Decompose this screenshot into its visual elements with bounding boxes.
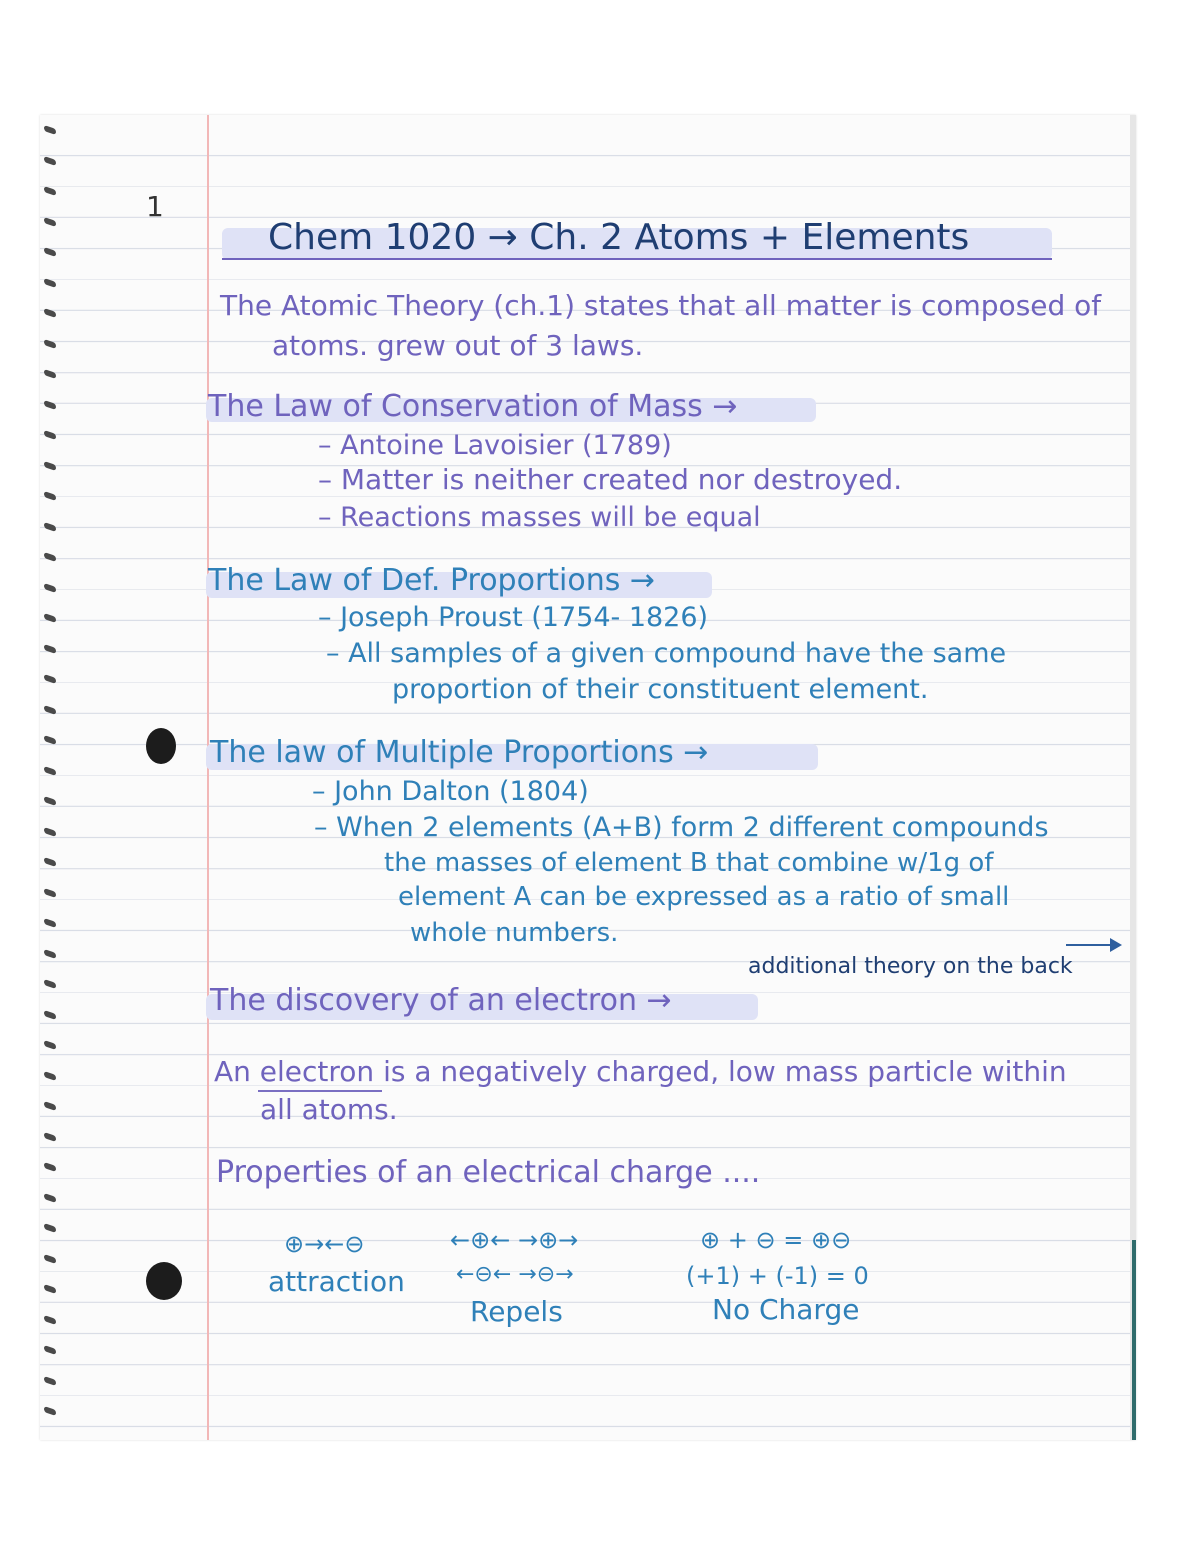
side-note-arrow-head [1110, 938, 1122, 952]
repel-symbols-2: ←⊖← →⊖→ [456, 1262, 574, 1287]
spiral-coil [44, 1406, 56, 1416]
spiral-coil [44, 735, 56, 745]
spiral-coil [44, 674, 56, 684]
spiral-coil [44, 1193, 56, 1203]
definite-point-3: proportion of their constituent element. [392, 674, 929, 705]
repel-symbols-1: ←⊕← →⊕→ [450, 1226, 579, 1254]
neutral-label: No Charge [712, 1293, 860, 1326]
spiral-coil [44, 156, 56, 166]
intro-line-1: The Atomic Theory (ch.1) states that all matter is composed of [220, 289, 1102, 322]
spiral-coil [44, 1376, 56, 1386]
spiral-binding [38, 127, 68, 1427]
conservation-point-3: – Reactions masses will be equal [318, 502, 761, 533]
spiral-coil [44, 796, 56, 806]
definite-point-1: – Joseph Proust (1754- 1826) [318, 602, 709, 633]
side-note: additional theory on the back [748, 954, 1073, 979]
spiral-coil [44, 857, 56, 867]
attraction-symbols: ⊕→←⊖ [284, 1230, 365, 1258]
spiral-coil [44, 369, 56, 379]
electron-underline [258, 1090, 382, 1092]
attraction-label: attraction [268, 1265, 405, 1298]
spiral-coil [44, 491, 56, 501]
spiral-coil [44, 552, 56, 562]
spiral-coil [44, 1162, 56, 1172]
spiral-coil [44, 1345, 56, 1355]
neutral-equation: (+1) + (-1) = 0 [686, 1262, 869, 1290]
spiral-coil [44, 1040, 56, 1050]
page-title: Chem 1020 → Ch. 2 Atoms + Elements [268, 217, 970, 258]
conservation-point-2: – Matter is neither created nor destroyed. [318, 463, 903, 496]
electron-line-1: An electron is a negatively charged, low mass particle within [214, 1055, 1067, 1088]
neutral-symbols: ⊕ + ⊖ = ⊕⊖ [700, 1226, 852, 1254]
spiral-coil [44, 461, 56, 471]
spiral-coil [44, 1254, 56, 1264]
spiral-coil [44, 339, 56, 349]
multiple-point-1: – John Dalton (1804) [312, 776, 589, 807]
spiral-coil [44, 278, 56, 288]
multiple-point-3: the masses of element B that combine w/1g of [384, 848, 994, 878]
definite-heading: The Law of Def. Proportions → [208, 563, 656, 598]
punch-hole-bottom [146, 1262, 182, 1300]
spiral-coil [44, 705, 56, 715]
title-underline [222, 258, 1052, 260]
spiral-coil [44, 583, 56, 593]
spiral-coil [44, 1010, 56, 1020]
multiple-point-2: – When 2 elements (A+B) form 2 different compounds [314, 812, 1049, 843]
conservation-point-1: – Antoine Lavoisier (1789) [318, 430, 672, 461]
page-number: 1 [146, 190, 164, 223]
spiral-coil [44, 827, 56, 837]
electron-heading: The discovery of an electron → [210, 983, 672, 1018]
spiral-coil [44, 308, 56, 318]
spiral-coil [44, 613, 56, 623]
spiral-coil [44, 247, 56, 257]
spiral-coil [44, 400, 56, 410]
spiral-coil [44, 522, 56, 532]
intro-line-2: atoms. grew out of 3 laws. [272, 329, 644, 362]
multiple-point-5: whole numbers. [410, 918, 619, 948]
cover-edge [1132, 1240, 1136, 1440]
multiple-heading: The law of Multiple Proportions → [210, 735, 709, 770]
spiral-coil [44, 217, 56, 227]
spiral-coil [44, 125, 56, 135]
spiral-coil [44, 888, 56, 898]
spiral-coil [44, 644, 56, 654]
spiral-coil [44, 949, 56, 959]
spiral-coil [44, 918, 56, 928]
repel-label: Repels [470, 1295, 563, 1328]
conservation-heading: The Law of Conservation of Mass → [208, 389, 738, 424]
multiple-point-4: element A can be expressed as a ratio of small [398, 882, 1010, 912]
spiral-coil [44, 1284, 56, 1294]
spiral-coil [44, 766, 56, 776]
spiral-coil [44, 186, 56, 196]
spiral-coil [44, 979, 56, 989]
spiral-coil [44, 1071, 56, 1081]
spiral-coil [44, 1101, 56, 1111]
spiral-coil [44, 1132, 56, 1142]
spiral-coil [44, 1315, 56, 1325]
punch-hole-top [146, 728, 176, 764]
spiral-coil [44, 1223, 56, 1233]
electron-line-2: all atoms. [260, 1093, 398, 1126]
charge-heading: Properties of an electrical charge .... [216, 1155, 761, 1190]
definite-point-2: – All samples of a given compound have the same [326, 638, 1007, 669]
spiral-coil [44, 430, 56, 440]
margin-line [207, 115, 209, 1440]
